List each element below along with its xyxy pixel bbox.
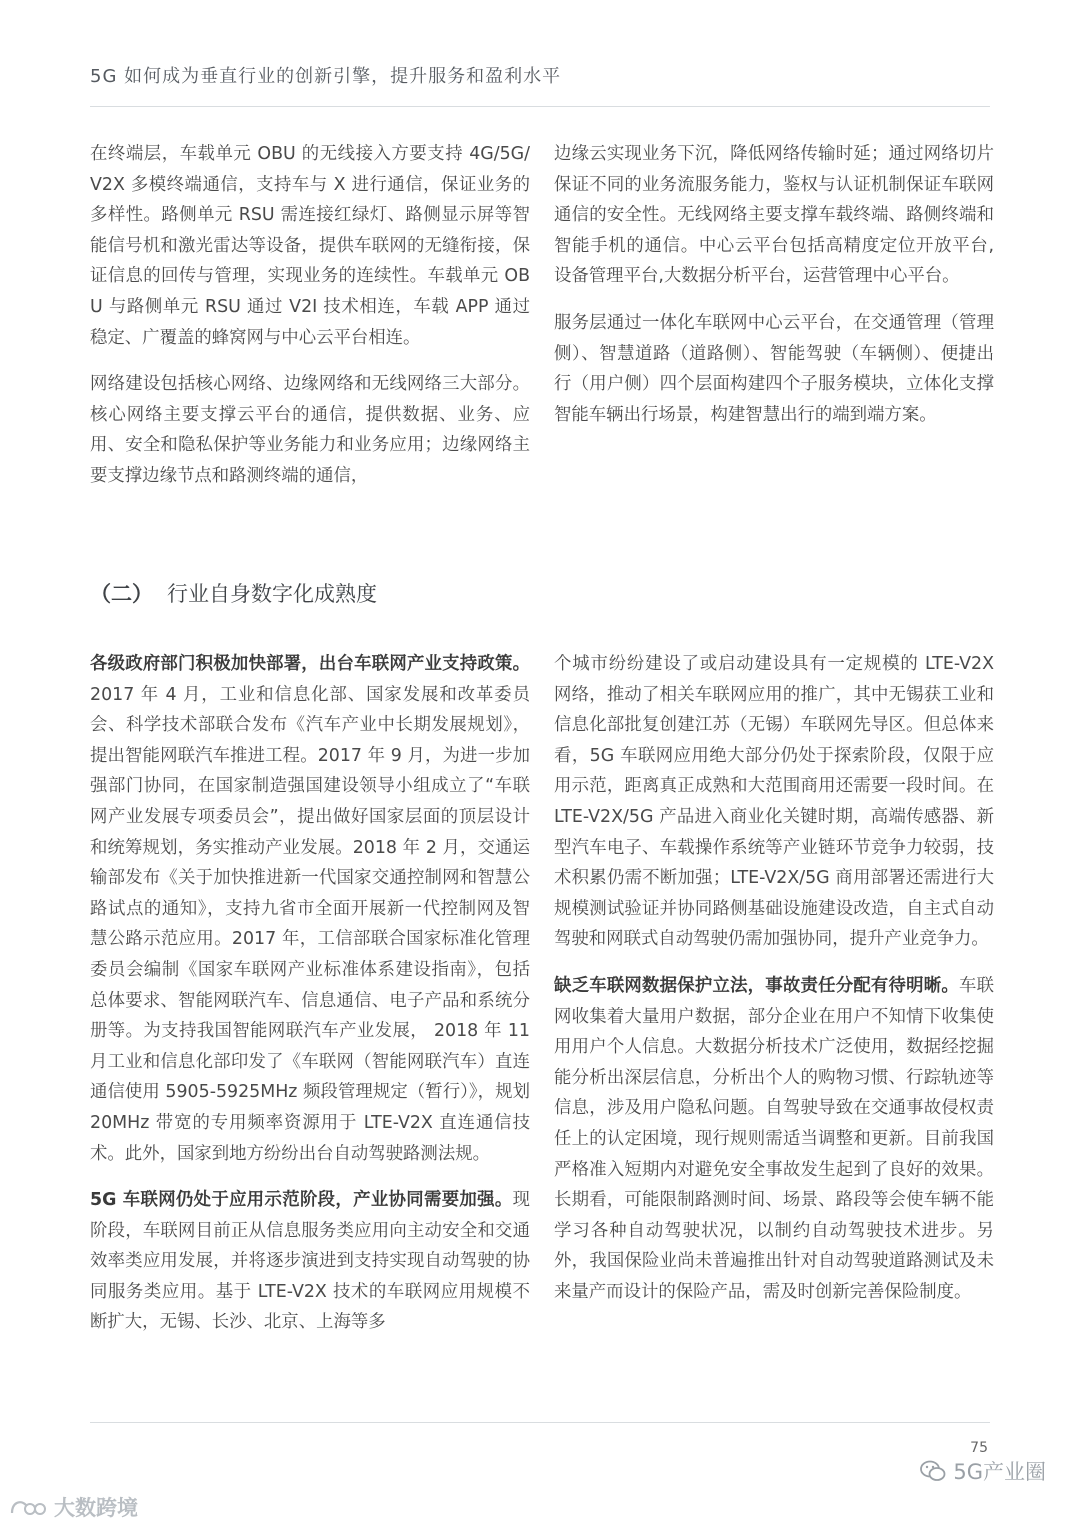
watermark-label: 5G产业圈 bbox=[953, 1460, 1046, 1484]
paragraph-body: 现阶段，车联网目前正从信息服务类应用向主动安全和交通效率类应用发展，并将逐步演进到支持实现自动驾驶的协同服务类应用。基于 LTE-V2X 技术的车联网应用规模不断扩大，无锡、长沙、北京、上海等多 bbox=[90, 1190, 530, 1333]
paragraph-network-construction: 网络建设包括核心网络、边缘网络和无线网络三大部分。核心网络主要支撑云平台的通信，提供数据、业务、应用、安全和隐私保护等业务能力和业务应用；边缘网络主要支撑边缘节点和路测终端的通信， bbox=[90, 374, 530, 486]
paragraph-government-policy bbox=[90, 649, 530, 1169]
watermark-dashu-kuajing bbox=[8, 1492, 138, 1522]
paragraph-lead: 缺乏车联网数据保护立法，事故责任分配有待明晰。 bbox=[554, 975, 959, 996]
paragraph-data-protection bbox=[554, 971, 994, 1308]
brand-logo-icon bbox=[8, 1495, 48, 1519]
paragraph-lead: 各级政府部门积极加快部署，出台车联网产业支持政策。 bbox=[90, 654, 530, 674]
footer-divider bbox=[90, 1422, 990, 1423]
paragraph-service-layer: 服务层通过一体化车联网中心云平台，在交通管理（管理侧）、智慧道路（道路侧）、智能驾驶（车辆侧）、便捷出行（用户侧）四个层面构建四个子服务模块，立体化支撑智能车辆出行场景，构建智慧出行的端到端方案。 bbox=[554, 312, 994, 425]
bottom-left-column bbox=[90, 649, 530, 1354]
paragraph-lead: 5G 车联网仍处于应用示范阶段，产业协同需要加强。 bbox=[90, 1190, 513, 1211]
top-right-column bbox=[554, 139, 994, 446]
section-number: （二） bbox=[90, 582, 153, 606]
header-divider bbox=[90, 106, 990, 107]
paragraph-city-networks: 个城市纷纷建设了或启动建设具有一定规模的 LTE-V2X 网络，推动了相关车联网应用的推广，其中无锡获工业和信息化部批复创建江苏（无锡）车联网先导区。但总体来看，5G 车联网应用绝大部分仍处于探索阶段，仅限于应用示范，距离真正成熟和大范围商用还需要一段时间。在 LTE-V2X/5G 产品进入商业化关键时期，高端传感器、新型汽车电子、车载操作系统等产业链环节竞争力较弱，技术积累仍需不断加强；LTE-V2X/5G 商用部署还需进行大规模测试验证并协同路侧基础设施建设改造，自主式自动驾驶和网联式自动驾驶仍需加强协同，提升产业竞争力。 bbox=[554, 654, 994, 950]
paragraph-body: 2017 年 4 月，工业和信息化部、国家发展和改革委员会、科学技术部联合发布《汽车产业中长期发展规划》，提出智能网联汽车推进工程。2017 年 9 月，为进一步加强部门协同，在国家制造强国建设领导小组成立了“车联网产业发展专项委员会”，提出做好国家层面的顶层设计和统筹规划，务实推动产业发展。2018 年 2 月，交通运输部发布《关于加快推进新一代国家交通控制网和智慧公路试点的通知》，支持九省市全面开展新一代控制网及智慧公路示范应用。2017 年，工信部联合国家标准化管理委员会编制《国家车联网产业标准体系建设指南》，包括总体要求、智能网联汽车、信息通信、电子产品和系统分册等。为支持我国智能网联汽车产业发展， 2018 年 11 月工业和信息化部印发了《车联网（智能网联汽车）直连通信使用 5905-5925MHz 频段管理规定（暂行）》，规划 20MHz 带宽的专用频率资源用于 LTE-V2X 直连通信技术。此外，国家到地方纷纷出台自动驾驶路测法规。 bbox=[90, 684, 530, 1164]
paragraph-body: 车联网收集着大量用户数据，部分企业在用户不知情下收集使用用户个人信息。大数据分析技术广泛使用，数据经挖掘能分析出深层信息，分析出个人的购物习惯、行踪轨迹等信息，涉及用户隐私问题。自驾驶导致在交通事故侵权责任上的认定困境，现行规则需适当调整和更新。目前我国严格准入短期内对避免安全事故发生起到了良好的效果。长期看，可能限制路测时间、场景、路段等会使车辆不能学习各种自动驾驶状况，以制约自动驾驶技术进步。另外，我国保险业尚未普遍推出针对自动驾驶道路测试及未来量产而设计的保险产品，需及时创新完善保险制度。 bbox=[554, 975, 994, 1302]
bottom-right-column bbox=[554, 649, 994, 1323]
watermark-5g-industry bbox=[919, 1456, 1046, 1486]
top-left-column bbox=[90, 139, 530, 508]
paragraph-terminal-layer: 在终端层，车载单元 OBU 的无线接入方要支持 4G/5G/V2X 多模终端通信，支持车与 X 进行通信，保证业务的多样性。路侧单元 RSU 需连接红绿灯、路侧显示屏等智能信号机和激光雷达等设备，提供车联网的无缝衔接，保证信息的回传与管理，实现业务的连续性。车载单元 OBU 与路侧单元 RSU 通过 V2I 技术相连，车载 APP 通过稳定、广覆盖的蜂窝网与中心云平台相连。 bbox=[90, 144, 530, 348]
watermark-label: 大数跨境 bbox=[54, 1496, 138, 1520]
paragraph-demo-stage bbox=[90, 1185, 530, 1338]
running-header-title: 5G 如何成为垂直行业的创新引擎，提升服务和盈利水平 bbox=[90, 66, 562, 87]
section-title: 行业自身数字化成熟度 bbox=[167, 582, 377, 606]
section-heading bbox=[90, 578, 377, 608]
paragraph-edge-cloud: 边缘云实现业务下沉，降低网络传输时延；通过网络切片保证不同的业务流服务能力，鉴权与认证机制保证车联网通信的安全性。无线网络主要支撑车载终端、路侧终端和智能手机的通信。中心云平台包括高精度定位开放平台,设备管理平台,大数据分析平台，运营管理中心平台。 bbox=[554, 144, 994, 287]
wechat-icon bbox=[919, 1459, 947, 1483]
page-number: 75 bbox=[970, 1440, 988, 1456]
